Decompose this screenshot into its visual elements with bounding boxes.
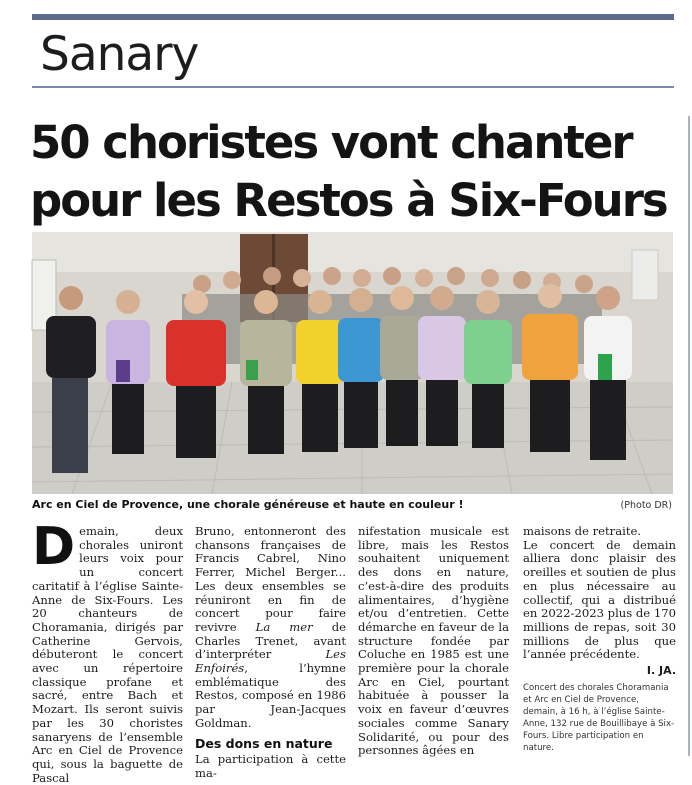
headline — [30, 114, 675, 230]
column-2-text-a: Bruno, entonneront des chansons françaises de Francis Cabrel, Nino Ferrer, Michel Berger... Les deux ensembles se réuniront en fin de concert pour faire revivre — [195, 524, 346, 634]
column-2-text-c: , l’hymne emblématique des Restos, composé en 1986 par Jean-Jacques Goldman. — [195, 661, 346, 730]
column-divider — [688, 116, 690, 756]
photo-credit: (Photo DR) — [620, 500, 672, 511]
column-2-text-d: La participation à cette ma- — [195, 752, 346, 780]
column-4-text-a: maisons de retraite. — [523, 524, 642, 538]
article-subheading: Des dons en nature — [195, 735, 333, 751]
event-info: Concert des chorales Choramania et Arc en Ciel de Provence, demain, à 16 h, à l’église Sainte-Anne, 132 rue de Bouillibaye à Six-Fours. Libre participation en nature. — [523, 682, 675, 753]
choir-photo — [32, 232, 673, 494]
article-column-1 — [32, 517, 183, 785]
song-title-les-enfoires: Les Enfoirés — [195, 647, 346, 676]
headline-line-1: 50 choristes vont chanter — [30, 116, 632, 169]
article-column-4 — [523, 525, 676, 754]
column-4-text-b: Le concert de demain alliera donc plaisir des oreilles et soutien de plus en plus nécessaire au collectif, qui a distribué en 2022-2023 plus de 170 millions de repas, soit 30 millions de plus que l’année précédente. — [523, 537, 676, 662]
article-column-3 — [358, 525, 509, 758]
headline-line-2: pour les Restos à Six-Fours — [30, 174, 667, 227]
choir-photo-illustration — [32, 232, 673, 494]
drop-cap: D — [32, 517, 76, 577]
column-1-text: emain, deux chorales uniront leurs voix pour un concert caritatif à l’église Sainte-Anne de Six-Fours. Les 20 chanteurs de Choramania, dirigés par Catherine Gervois, débuteront le concert avec un répertoire classique profane et sacré, entre Bach et Mozart. Ils seront suivis par les 30 choristes sanaryens de l’ensemble Arc en Ciel de Provence qui, sous la baguette de Pascal — [32, 524, 183, 785]
section-title: Sanary — [40, 27, 199, 82]
author-signature: I. JA. — [646, 664, 676, 678]
song-title-la-mer: La mer — [255, 619, 313, 634]
article-column-2 — [195, 525, 346, 781]
photo-caption: Arc en Ciel de Provence, une chorale généreuse et haute en couleur ! — [32, 498, 464, 511]
column-2-text-b: de Charles Trenet, avant d’interpréter — [195, 619, 346, 662]
column-3-text: nifestation musicale est libre, mais les Restos souhaitent uniquement des dons en nature, c’est-à-dire des produits alimentaires, d’hygiène et/ou d’entretien. Cette démarche en faveur de la structure fondée par Coluche en 1985 est une première pour la chorale Arc en Ciel, pourtant habituée à pousser la voix en faveur d’œuvres sociales comme Sanary Solidarité, ou pour des personnes âgées en — [358, 524, 509, 758]
column-2-text — [195, 525, 346, 731]
header-rule — [32, 86, 674, 88]
